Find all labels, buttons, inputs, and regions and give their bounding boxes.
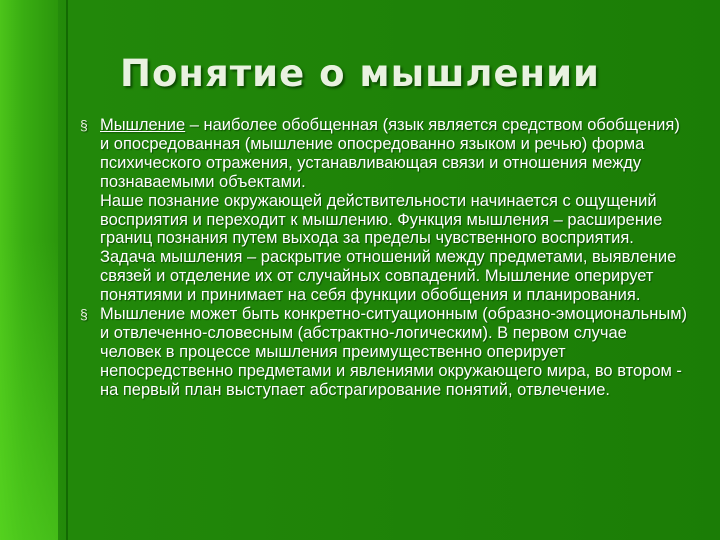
bullet-item-definition [78, 116, 690, 305]
definition-text: – наиболее обобщенная (язык является средством обобщения) и опосредованная (мышление опосредованно языком и речью) форма психического отражения, устанавливающая связи и отношения между познаваемыми объектами. [100, 116, 680, 191]
slide-body [78, 116, 690, 400]
term-thinking: Мышление [100, 116, 186, 134]
bullet-icon: § [80, 306, 88, 323]
function-paragraph: Наше познание окружающей действительности начинается с ощущений восприятия и переходит к мышлению. Функция мышления – расширение границ познания путем выхода за пределы чувственного восприятия. Задача мышления – раскрытие отношений между предметами, выявление связей и отделение их от случайных совпадений. Мышление оперирует понятиями и принимает на себя функции обобщения и планирования. [100, 191, 677, 305]
bullet-icon: § [80, 117, 88, 133]
bullet-item-types [78, 305, 690, 400]
types-text: Мышление может быть конкретно-ситуационным (образно-эмоциональным) и отвлеченно-словесным (абстрактно-логическим). В первом случае человек в процессе мышления преимущественно оперирует непосредственно предметами и явлениями окружающего мира, во втором - на первый план выступает абстрагирование понятий, отвлечение. [100, 305, 688, 399]
slide-title: Понятие о мышлении [120, 52, 600, 95]
